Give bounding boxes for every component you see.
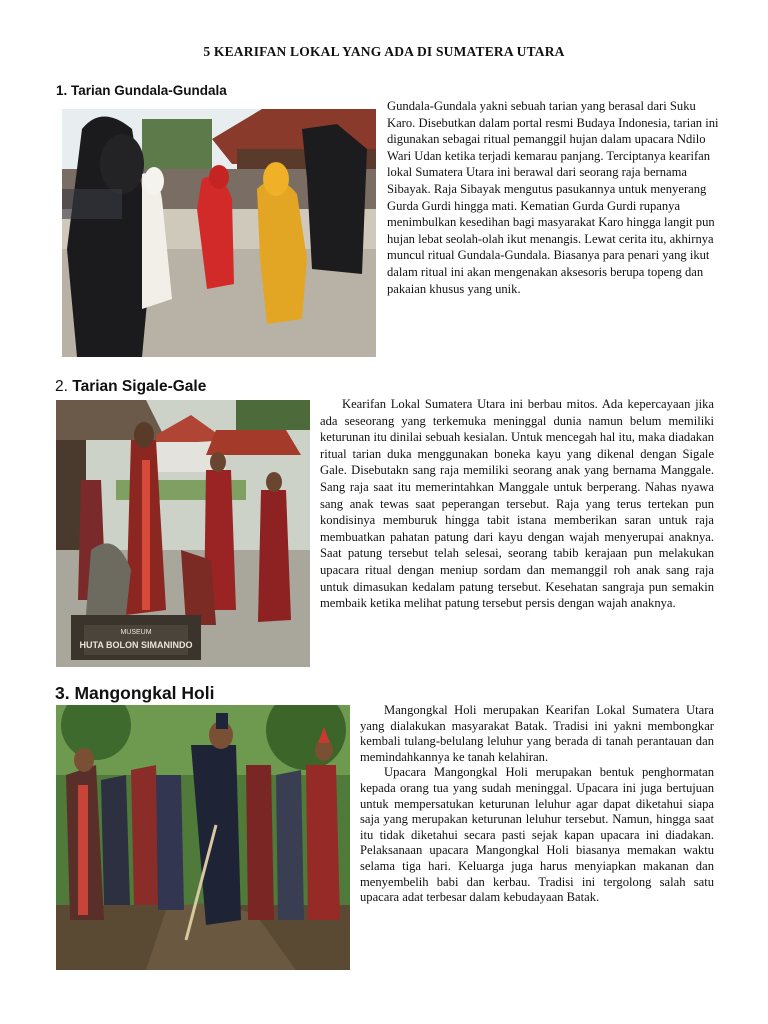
section-2-title: Tarian Sigale-Gale: [72, 378, 207, 395]
section-3-paragraph-1: Mangongkal Holi merupakan Kearifan Lokal Sumatera Utara yang dialakukan masyarakat Batak. Tradisi ini yakni membongkar kembali tulang-belulang leluhur yang berada di tanah perantauan dan memindahkannya ke tanah kelahiran.: [360, 703, 714, 764]
document-title: 5 KEARIFAN LOKAL YANG ADA DI SUMATERA UTARA: [203, 44, 565, 59]
section-1-text: Gundala-Gundala yakni sebuah tarian yang berasal dari Suku Karo. Disebutkan dalam portal resmi Budaya Indonesia, tarian ini digunakan sebagai ritual pemanggil hujan dalam upacara Ndilo Wari Udan ketika terjadi kemarau panjang. Terciptanya kearifan lokal Sumatera Utara ini berawal dari seorang raja bernama Sibayak. Raja Sibayak mengutus pasukannya untuk menyerang Gurda Gurdi hingga mati. Kematian Gurda Gurdi rupanya menimbulkan kesedihan bagi masyarakat Karo hingga langit pun hujan lebat seolah-olah ikut menangis. Lewat cerita itu, akhirnya muncul ritual Gundala-Gundala. Biasanya para penari yang ikut dalam ritual ini akan mengenakan aksesoris berupa topeng dan pakaian khusus yang unik.: [387, 99, 719, 296]
section-1-heading: 1. Tarian Gundala-Gundala: [56, 83, 227, 98]
section-3-heading: 3. Mangongkal Holi: [55, 683, 215, 703]
section-2-number: 2.: [55, 378, 68, 395]
section-2-text: Kearifan Lokal Sumatera Utara ini berbau mitos. Ada kepercayaan jika ada seseorang yang terkemuka meninggal dunia namun belum memiliki keturunan itu dinilai sebuah kesialan. Untuk mencegah hal itu, maka diadakan ritual tarian duka menggunakan boneka kayu yang dikenal dengan Sigale Gale. Disebutakn sang raja memiliki seorang anak yang bernama Manggale. Sang raja saat itu memerintahkan Manggale untuk berperang. Nahas nyawa sang anak tewas saat peperangan tersebut. Raja yang terus tertekan pun kondisinya memburuk hingga tabit istana memberikan saran untuk raja membuatkan pahatan patung dari kayu dengan wajah menyerupai anaknya. Saat patung tersebut telah selesai, seorang tabib kerajaan pun melakukan upacara ritual dengan meniup sordam dan memanggil roh anak sang raja untuk dimasukan kedalam patung tersebut. Kesehatan sangraja pun semakin membaik ketika melihat patung tersebut persis dengan wajah anaknya.: [320, 397, 714, 611]
museum-sign-line-1: MUSEUM: [120, 629, 152, 636]
sigale-gale-photo: [56, 400, 310, 667]
museum-sign-line-2: HUTA BOLON SIMANINDO: [79, 640, 193, 650]
section-3-paragraph-2: Upacara Mangongkal Holi merupakan bentuk penghormatan kepada orang tua yang sudah meninggal. Upacara ini juga bertujuan untuk mempersatukan keturunan leluhur agar dapat diketahui siapa saja yang merupakan keturunan leluhur tersebut. Namun, hingga saat itu tidak diketahui secara pasti sejak kapan upacara ini diadakan. Pelaksanaan upacara Mangongkal Holi biasanya memakan waktu selama tiga hari. Keluarga juga harus menyiapkan makanan dan menyembelih babi dan kerbau. Tradisi ini tergolong salah satu upacara adat terbesar dalam kebudayaan Batak.: [360, 765, 714, 905]
section-2-heading: [55, 378, 206, 396]
gundala-dance-photo: [62, 109, 376, 357]
mangongkal-holi-photo: [56, 705, 350, 970]
section-3-text: [360, 703, 714, 906]
